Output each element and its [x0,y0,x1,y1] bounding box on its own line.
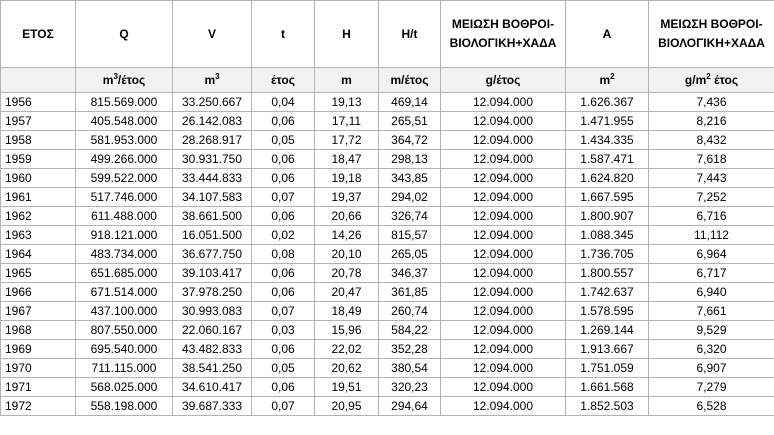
cell-year: 1971 [1,378,76,397]
cell-t: 0,02 [252,226,315,245]
cell-reduction-per-area: 7,252 [649,188,774,207]
cell-a: 1.471.955 [566,112,649,131]
table-row [1,359,774,378]
cell-year: 1966 [1,283,76,302]
cell-h-per-t: 364,72 [379,131,441,150]
cell-year: 1962 [1,207,76,226]
cell-reduction-per-area: 6,716 [649,207,774,226]
cell-reduction-per-year: 12.094.000 [441,378,566,397]
cell-a: 1.626.367 [566,93,649,112]
cell-h-per-t: 265,51 [379,112,441,131]
cell-a: 1.667.595 [566,188,649,207]
cell-a: 1.269.144 [566,321,649,340]
header-row [1,1,774,68]
cell-a: 1.578.595 [566,302,649,321]
table-row [1,93,774,112]
cell-t: 0,04 [252,93,315,112]
cell-t: 0,06 [252,264,315,283]
cell-a: 1.742.637 [566,283,649,302]
unit-q-suffix: /έτος [117,73,146,87]
cell-t: 0,07 [252,302,315,321]
table-row [1,131,774,150]
cell-a: 1.852.503 [566,397,649,416]
cell-t: 0,06 [252,378,315,397]
cell-v: 34.610.417 [173,378,252,397]
cell-reduction-per-area: 7,279 [649,378,774,397]
cell-reduction-per-area: 6,940 [649,283,774,302]
cell-h: 17,72 [315,131,379,150]
cell-q: 558.198.000 [76,397,173,416]
header-reduction-per-year: ΜΕΙΩΣΗ ΒΟΘΡΟΙ-ΒΙΟΛΟΓΙΚΗ+ΧΑΔΑ [441,1,566,68]
cell-h: 14,26 [315,226,379,245]
cell-year: 1967 [1,302,76,321]
cell-reduction-per-year: 12.094.000 [441,302,566,321]
cell-reduction-per-area: 8,216 [649,112,774,131]
table-row [1,188,774,207]
table-row [1,397,774,416]
cell-h-per-t: 584,22 [379,321,441,340]
cell-v: 34.107.583 [173,188,252,207]
cell-reduction-per-area: 6,717 [649,264,774,283]
table-row [1,226,774,245]
cell-q: 807.550.000 [76,321,173,340]
cell-reduction-per-area: 6,964 [649,245,774,264]
cell-reduction-per-year: 12.094.000 [441,226,566,245]
unit-v-sup: 3 [215,72,220,81]
cell-h-per-t: 260,74 [379,302,441,321]
cell-v: 38.541.250 [173,359,252,378]
table-row [1,207,774,226]
units-row [1,68,774,93]
cell-h: 20,95 [315,397,379,416]
cell-q: 517.746.000 [76,188,173,207]
table-row [1,169,774,188]
cell-t: 0,06 [252,340,315,359]
cell-h-per-t: 361,85 [379,283,441,302]
cell-q: 918.121.000 [76,226,173,245]
cell-v: 36.677.750 [173,245,252,264]
cell-t: 0,07 [252,397,315,416]
unit-a [566,68,649,93]
cell-t: 0,05 [252,359,315,378]
cell-h: 22,02 [315,340,379,359]
header-h: H [315,1,379,68]
unit-year [1,68,76,93]
cell-reduction-per-year: 12.094.000 [441,169,566,188]
cell-t: 0,08 [252,245,315,264]
cell-reduction-per-area: 6,320 [649,340,774,359]
cell-reduction-per-area: 11,112 [649,226,774,245]
cell-h: 18,47 [315,150,379,169]
cell-reduction-per-year: 12.094.000 [441,264,566,283]
unit-a-base: m [599,73,611,87]
unit-v [173,68,252,93]
cell-v: 16.051.500 [173,226,252,245]
header-h-per-t: H/t [379,1,441,68]
cell-a: 1.088.345 [566,226,649,245]
cell-reduction-per-year: 12.094.000 [441,150,566,169]
cell-reduction-per-year: 12.094.000 [441,112,566,131]
cell-a: 1.913.667 [566,340,649,359]
unit-q-base: m [102,73,114,87]
cell-a: 1.587.471 [566,150,649,169]
cell-v: 43.482.833 [173,340,252,359]
cell-reduction-per-area: 6,528 [649,397,774,416]
cell-year: 1957 [1,112,76,131]
cell-reduction-per-area: 6,907 [649,359,774,378]
cell-reduction-per-year: 12.094.000 [441,131,566,150]
cell-reduction-per-year: 12.094.000 [441,188,566,207]
cell-q: 695.540.000 [76,340,173,359]
unit-t: έτος [252,68,315,93]
cell-year: 1968 [1,321,76,340]
cell-q: 599.522.000 [76,169,173,188]
cell-h: 20,78 [315,264,379,283]
cell-h-per-t: 469,14 [379,93,441,112]
cell-h: 20,62 [315,359,379,378]
cell-h-per-t: 294,64 [379,397,441,416]
cell-v: 39.103.417 [173,264,252,283]
cell-q: 405.548.000 [76,112,173,131]
cell-a: 1.624.820 [566,169,649,188]
cell-q: 437.100.000 [76,302,173,321]
cell-reduction-per-year: 12.094.000 [441,340,566,359]
cell-h-per-t: 380,54 [379,359,441,378]
cell-h-per-t: 343,85 [379,169,441,188]
cell-t: 0,06 [252,207,315,226]
cell-q: 651.685.000 [76,264,173,283]
cell-h: 20,10 [315,245,379,264]
cell-h-per-t: 326,74 [379,207,441,226]
cell-h: 19,13 [315,93,379,112]
table-row [1,245,774,264]
cell-a: 1.661.568 [566,378,649,397]
cell-reduction-per-area: 7,661 [649,302,774,321]
unit-area-sup: 2 [706,72,711,81]
cell-reduction-per-area: 7,618 [649,150,774,169]
unit-area-base: g/m [684,73,707,87]
cell-h: 19,37 [315,188,379,207]
cell-v: 38.661.500 [173,207,252,226]
cell-v: 30.931.750 [173,150,252,169]
unit-reduction-per-area [649,68,774,93]
header-reduction-per-area: ΜΕΙΩΣΗ ΒΟΘΡΟΙ-ΒΙΟΛΟΓΙΚΗ+ΧΑΔΑ [649,1,774,68]
cell-reduction-per-year: 12.094.000 [441,207,566,226]
cell-q: 815.569.000 [76,93,173,112]
cell-reduction-per-area: 7,443 [649,169,774,188]
cell-year: 1956 [1,93,76,112]
cell-v: 39.687.333 [173,397,252,416]
cell-h-per-t: 346,37 [379,264,441,283]
cell-year: 1960 [1,169,76,188]
cell-year: 1969 [1,340,76,359]
cell-q: 483.734.000 [76,245,173,264]
cell-a: 1.736.705 [566,245,649,264]
cell-reduction-per-year: 12.094.000 [441,245,566,264]
cell-q: 611.488.000 [76,207,173,226]
cell-h: 19,51 [315,378,379,397]
table-row [1,112,774,131]
cell-reduction-per-year: 12.094.000 [441,397,566,416]
cell-v: 22.060.167 [173,321,252,340]
cell-h: 18,49 [315,302,379,321]
cell-q: 568.025.000 [76,378,173,397]
cell-q: 581.953.000 [76,131,173,150]
cell-h: 17,11 [315,112,379,131]
header-v: V [173,1,252,68]
cell-t: 0,07 [252,188,315,207]
cell-reduction-per-year: 12.094.000 [441,321,566,340]
cell-h-per-t: 265,05 [379,245,441,264]
table-row [1,340,774,359]
cell-reduction-per-year: 12.094.000 [441,359,566,378]
table-row [1,264,774,283]
unit-reduction-per-year: g/έτος [441,68,566,93]
cell-t: 0,06 [252,283,315,302]
cell-year: 1961 [1,188,76,207]
cell-a: 1.800.907 [566,207,649,226]
unit-q [76,68,173,93]
header-q: Q [76,1,173,68]
cell-year: 1963 [1,226,76,245]
cell-h: 20,66 [315,207,379,226]
unit-h-per-t: m/έτος [379,68,441,93]
cell-v: 33.250.667 [173,93,252,112]
cell-h: 19,18 [315,169,379,188]
cell-a: 1.751.059 [566,359,649,378]
cell-year: 1958 [1,131,76,150]
cell-reduction-per-area: 7,436 [649,93,774,112]
cell-a: 1.800.557 [566,264,649,283]
cell-reduction-per-year: 12.094.000 [441,93,566,112]
table-row [1,283,774,302]
table-row [1,302,774,321]
cell-h-per-t: 294,02 [379,188,441,207]
cell-q: 671.514.000 [76,283,173,302]
unit-h: m [315,68,379,93]
cell-h: 15,96 [315,321,379,340]
cell-v: 28.268.917 [173,131,252,150]
unit-area-suffix: έτος [710,73,739,87]
cell-v: 30.993.083 [173,302,252,321]
table-body [1,93,774,416]
cell-h-per-t: 298,13 [379,150,441,169]
header-year: ΕΤΟΣ [1,1,76,68]
table-row [1,378,774,397]
cell-q: 711.115.000 [76,359,173,378]
cell-h-per-t: 352,28 [379,340,441,359]
table-row [1,321,774,340]
cell-h-per-t: 320,23 [379,378,441,397]
cell-year: 1959 [1,150,76,169]
cell-t: 0,03 [252,321,315,340]
cell-reduction-per-year: 12.094.000 [441,283,566,302]
cell-v: 33.444.833 [173,169,252,188]
unit-a-sup: 2 [610,72,615,81]
header-a: A [566,1,649,68]
unit-q-sup: 3 [113,72,118,81]
cell-reduction-per-area: 9,529 [649,321,774,340]
cell-t: 0,06 [252,169,315,188]
cell-year: 1965 [1,264,76,283]
cell-v: 26.142.083 [173,112,252,131]
cell-year: 1972 [1,397,76,416]
cell-v: 37.978.250 [173,283,252,302]
cell-year: 1970 [1,359,76,378]
cell-q: 499.266.000 [76,150,173,169]
cell-t: 0,05 [252,131,315,150]
cell-year: 1964 [1,245,76,264]
header-t: t [252,1,315,68]
cell-h-per-t: 815,57 [379,226,441,245]
cell-h: 20,47 [315,283,379,302]
unit-v-base: m [204,73,216,87]
cell-a: 1.434.335 [566,131,649,150]
table-row [1,150,774,169]
cell-t: 0,06 [252,112,315,131]
cell-t: 0,06 [252,150,315,169]
cell-reduction-per-area: 8,432 [649,131,774,150]
